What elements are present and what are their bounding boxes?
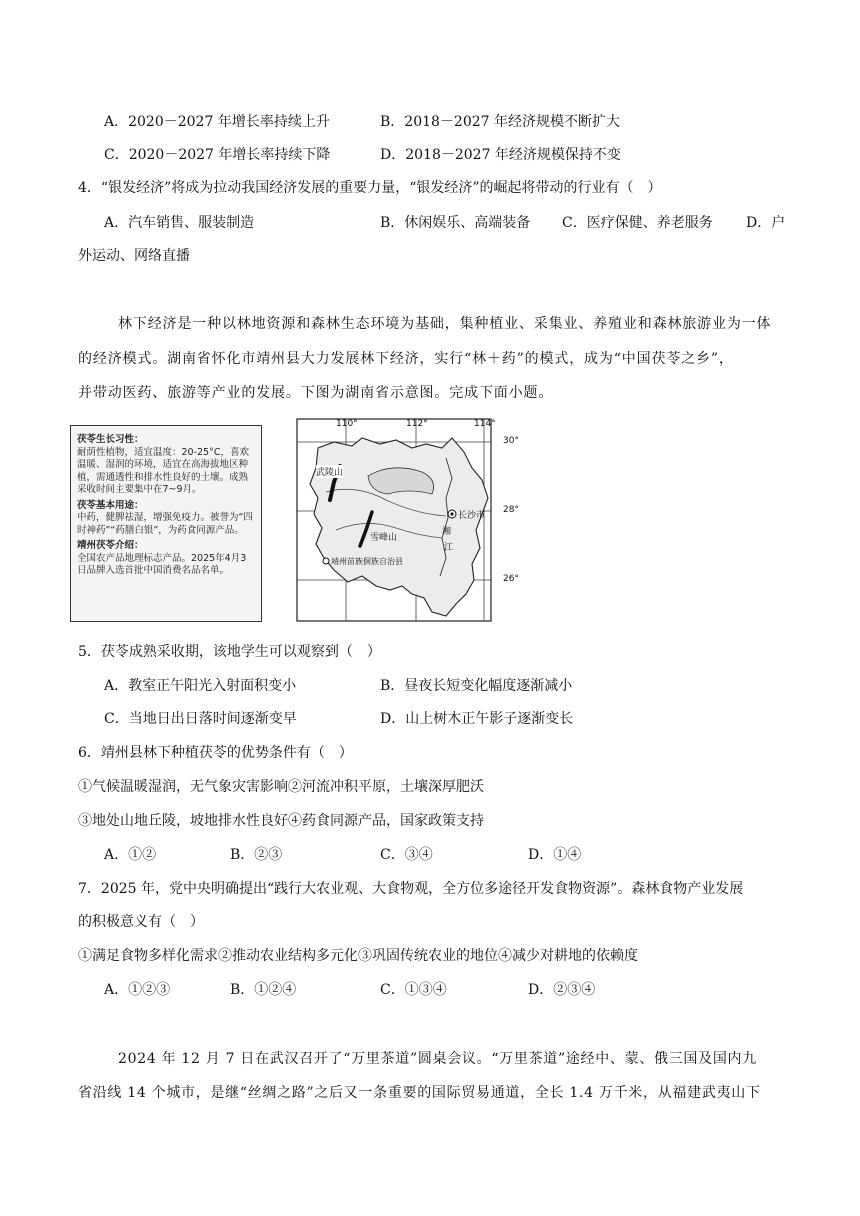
q3-option-d: D．2018－2027 年经济规模保持不变 (380, 147, 621, 163)
passage1-line1: 林下经济是一种以林地资源和森林生态环境为基础，集种植业、采集业、养殖业和森林旅游业为一体 (118, 316, 772, 332)
q6-option-d: D．①④ (528, 847, 582, 863)
q5-option-a: A．教室正午阳光入射面积变小 (104, 678, 297, 694)
q6-option-c: C．③④ (380, 847, 433, 863)
q7-option-b: B．①②④ (230, 982, 297, 998)
hunan-map (296, 418, 506, 624)
note-title-habit: 茯苓生长习性： (77, 434, 144, 445)
map-label-xiang: 湘 (442, 527, 452, 537)
q4-option-b: B．休闲娱乐、高端装备 (380, 215, 531, 231)
q3-option-b: B．2018－2027 年经济规模不断扩大 (380, 114, 620, 130)
q3-option-a: A．2020－2027 年增长率持续上升 (104, 114, 330, 130)
q7-stem-2: 的积极意义有（ ） (78, 914, 204, 930)
map-lon-110: 110° (336, 419, 358, 429)
q6-statements-2: ③地处山地丘陵，坡地排水性良好④药食同源产品，国家政策支持 (78, 813, 484, 829)
q4-option-d-cont: 外运动、网络直播 (78, 248, 190, 264)
note-title-use: 茯苓基本用途： (77, 499, 144, 511)
q5-option-d: D．山上树木正午影子逐渐变长 (380, 711, 574, 727)
q7-stem-1: 7．2025 年，党中央明确提出“践行大农业观、大食物观，全方位多途径开发食物资源”。森林食物产业发展 (78, 881, 744, 897)
passage2-line2: 省沿线 14 个城市，是继“丝绸之路”之后又一条重要的国际贸易通道，全长 1.4 万千米，从福建武夷山下 (78, 1085, 761, 1101)
q4-option-d: D．户 (746, 215, 786, 231)
q6-option-b: B．②③ (230, 847, 283, 863)
fuling-info-card (70, 425, 262, 622)
q4-option-c: C．医疗保健、养老服务 (562, 215, 713, 231)
q5-option-c: C．当地日出日落时间逐渐变早 (104, 711, 297, 727)
q6-option-a: A．①② (104, 847, 157, 863)
note-body-jingzhou: 全国农产品地理标志产品。2025年4月3日品牌入选首批中国消费名品名单。 (77, 552, 247, 576)
q4-stem: 4．“银发经济”将成为拉动我国经济发展的重要力量，“银发经济”的崛起将带动的行业有（ ） (78, 180, 662, 196)
passage2-line1: 2024 年 12 月 7 日在武汉召开了“万里茶道”圆桌会议。“万里茶道”途经中、蒙、俄三国及国内九 (118, 1051, 757, 1067)
q6-statements-1: ①气候温暖湿润，无气象灾害影响②河流冲积平原，土壤深厚肥沃 (78, 779, 484, 795)
map-label-jiang: 江 (444, 543, 454, 553)
map-lat-26: 26° (503, 574, 519, 584)
map-label-xuefeng: 雪峰山 (370, 533, 398, 543)
q7-statements: ①满足食物多样化需求②推动农业结构多元化③巩固传统农业的地位④减少对耕地的依赖度 (78, 948, 638, 964)
map-label-wuling: 武陵山 (316, 465, 343, 478)
passage1-line3: 并带动医药、旅游等产业的发展。下图为湖南省示意图。完成下面小题。 (78, 385, 554, 401)
q3-option-c: C．2020－2027 年增长率持续下降 (104, 147, 331, 163)
note-title-jingzhou: 靖州茯苓介绍： (77, 540, 144, 551)
map-lat-28: 28° (503, 505, 519, 515)
q6-stem: 6．靖州县林下种植茯苓的优势条件有（ ） (78, 745, 353, 761)
passage1-line2: 的经济模式。湖南省怀化市靖州县大力发展林下经济，实行“林＋药”的模式，成为“中国茯苓之乡”， (78, 351, 734, 367)
q5-stem: 5．茯苓成熟采收期，该地学生可以观察到（ ） (78, 644, 381, 660)
map-lon-114: 114° (474, 419, 496, 429)
q7-option-c: C．①③④ (380, 982, 447, 998)
map-lon-112: 112° (406, 419, 428, 429)
note-body-use: 中药，健脾祛湿，增强免疫力。被誉为“四时神药”“药膳白银”，为药食同源产品。 (77, 512, 253, 536)
q7-option-d: D．②③④ (528, 982, 596, 998)
q7-option-a: A．①②③ (104, 982, 171, 998)
q4-option-a: A．汽车销售、服装制造 (104, 215, 255, 231)
note-body-habit: 耐荫性植物，适宜温度：20-25°C，喜欢温暖、湿润的环境，适宜在高海拔地区种植，需通透性和排水性良好的土壤。成熟采收时间主要集中在7~9月。 (77, 446, 249, 495)
map-label-changsha: 长沙市 (458, 511, 486, 521)
q5-option-b: B．昼夜长短变化幅度逐渐减小 (380, 678, 573, 694)
map-lat-30: 30° (503, 436, 519, 446)
map-label-jingzhou: 靖州苗族侗族自治县 (331, 557, 403, 566)
